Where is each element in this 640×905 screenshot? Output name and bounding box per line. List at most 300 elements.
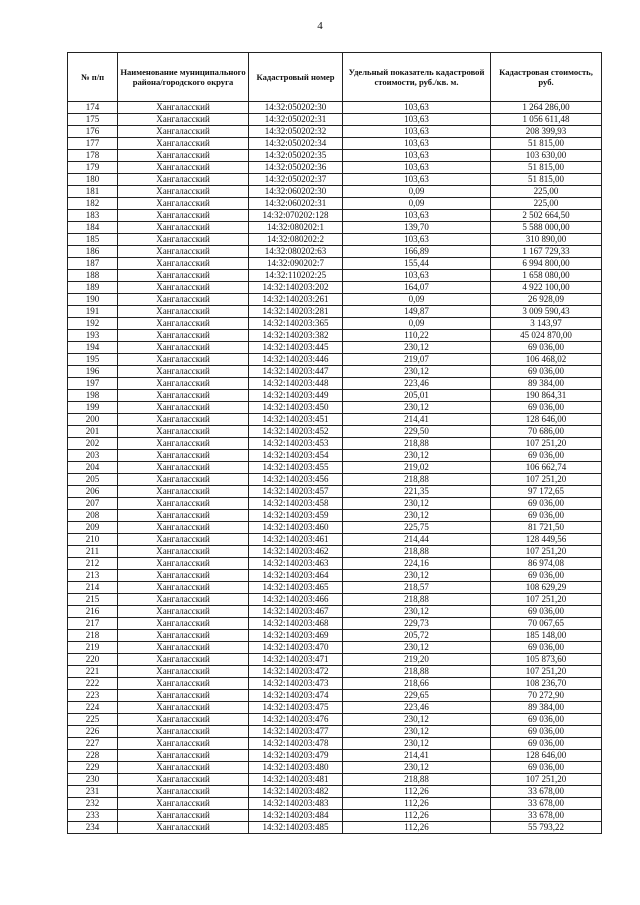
row-cadastral-number: 14:32:140203:474 (249, 690, 343, 702)
header-district: Наименование муниципального района/городского округа (118, 53, 249, 102)
row-num: 205 (68, 474, 118, 486)
table-row (68, 666, 602, 678)
row-cadastral-value: 2 502 664,50 (491, 210, 602, 222)
row-specific-value: 223,46 (343, 702, 491, 714)
row-cadastral-number: 14:32:140203:468 (249, 618, 343, 630)
table-row (68, 474, 602, 486)
row-cadastral-value: 97 172,65 (491, 486, 602, 498)
row-cadastral-value: 69 036,00 (491, 642, 602, 654)
row-cadastral-value: 69 036,00 (491, 606, 602, 618)
row-specific-value: 166,89 (343, 246, 491, 258)
row-cadastral-number: 14:32:050202:32 (249, 126, 343, 138)
row-specific-value: 103,63 (343, 162, 491, 174)
row-num: 228 (68, 750, 118, 762)
table-row (68, 522, 602, 534)
row-num: 220 (68, 654, 118, 666)
table-row (68, 606, 602, 618)
row-specific-value: 218,88 (343, 666, 491, 678)
row-district: Хангаласский (118, 318, 249, 330)
row-specific-value: 112,26 (343, 798, 491, 810)
row-cadastral-value: 70 067,65 (491, 618, 602, 630)
row-num: 196 (68, 366, 118, 378)
row-cadastral-number: 14:32:140203:453 (249, 438, 343, 450)
table-row (68, 678, 602, 690)
row-cadastral-number: 14:32:140203:463 (249, 558, 343, 570)
row-cadastral-number: 14:32:050202:37 (249, 174, 343, 186)
table-row (68, 414, 602, 426)
row-cadastral-number: 14:32:050202:36 (249, 162, 343, 174)
row-district: Хангаласский (118, 306, 249, 318)
row-specific-value: 225,75 (343, 522, 491, 534)
row-district: Хангаласский (118, 270, 249, 282)
table-row (68, 114, 602, 126)
table-row (68, 378, 602, 390)
table-row (68, 570, 602, 582)
row-cadastral-number: 14:32:140203:454 (249, 450, 343, 462)
row-cadastral-number: 14:32:140203:483 (249, 798, 343, 810)
row-district: Хангаласский (118, 258, 249, 270)
row-district: Хангаласский (118, 150, 249, 162)
row-cadastral-value: 3 009 590,43 (491, 306, 602, 318)
row-num: 223 (68, 690, 118, 702)
row-specific-value: 218,88 (343, 546, 491, 558)
row-district: Хангаласский (118, 642, 249, 654)
row-specific-value: 0,09 (343, 186, 491, 198)
row-cadastral-number: 14:32:140203:479 (249, 750, 343, 762)
row-district: Хангаласский (118, 570, 249, 582)
row-num: 226 (68, 726, 118, 738)
table-row (68, 234, 602, 246)
table-row (68, 726, 602, 738)
row-specific-value: 103,63 (343, 270, 491, 282)
row-district: Хангаласский (118, 630, 249, 642)
row-specific-value: 214,41 (343, 414, 491, 426)
table-row (68, 426, 602, 438)
row-cadastral-value: 1 167 729,33 (491, 246, 602, 258)
row-district: Хангаласский (118, 558, 249, 570)
table-row (68, 270, 602, 282)
row-cadastral-value: 6 994 800,00 (491, 258, 602, 270)
row-cadastral-value: 33 678,00 (491, 810, 602, 822)
table-row (68, 282, 602, 294)
row-district: Хангаласский (118, 414, 249, 426)
row-cadastral-number: 14:32:140203:480 (249, 762, 343, 774)
row-district: Хангаласский (118, 810, 249, 822)
row-district: Хангаласский (118, 522, 249, 534)
row-specific-value: 219,20 (343, 654, 491, 666)
row-cadastral-number: 14:32:140203:281 (249, 306, 343, 318)
row-num: 200 (68, 414, 118, 426)
row-cadastral-value: 310 890,00 (491, 234, 602, 246)
table-row (68, 546, 602, 558)
row-specific-value: 149,87 (343, 306, 491, 318)
table-row (68, 330, 602, 342)
table-row (68, 702, 602, 714)
row-specific-value: 0,09 (343, 318, 491, 330)
row-specific-value: 103,63 (343, 234, 491, 246)
row-cadastral-value: 51 815,00 (491, 138, 602, 150)
table-row (68, 582, 602, 594)
table-row (68, 294, 602, 306)
row-district: Хангаласский (118, 378, 249, 390)
row-cadastral-number: 14:32:140203:447 (249, 366, 343, 378)
row-cadastral-value: 69 036,00 (491, 498, 602, 510)
row-num: 222 (68, 678, 118, 690)
row-district: Хангаласский (118, 474, 249, 486)
row-num: 176 (68, 126, 118, 138)
row-cadastral-number: 14:32:140203:466 (249, 594, 343, 606)
row-cadastral-value: 69 036,00 (491, 450, 602, 462)
row-cadastral-number: 14:32:140203:452 (249, 426, 343, 438)
row-district: Хангаласский (118, 198, 249, 210)
row-cadastral-value: 106 662,74 (491, 462, 602, 474)
row-specific-value: 229,73 (343, 618, 491, 630)
row-cadastral-number: 14:32:080202:2 (249, 234, 343, 246)
row-specific-value: 205,01 (343, 390, 491, 402)
table-row (68, 354, 602, 366)
row-specific-value: 0,09 (343, 198, 491, 210)
row-specific-value: 218,88 (343, 774, 491, 786)
row-cadastral-value: 69 036,00 (491, 342, 602, 354)
table-row (68, 450, 602, 462)
row-specific-value: 164,07 (343, 282, 491, 294)
row-num: 188 (68, 270, 118, 282)
row-cadastral-value: 1 056 611,48 (491, 114, 602, 126)
row-num: 201 (68, 426, 118, 438)
table-row (68, 438, 602, 450)
row-cadastral-number: 14:32:140203:477 (249, 726, 343, 738)
table-row (68, 390, 602, 402)
row-specific-value: 221,35 (343, 486, 491, 498)
row-cadastral-value: 70 272,90 (491, 690, 602, 702)
row-num: 199 (68, 402, 118, 414)
row-cadastral-number: 14:32:140203:461 (249, 534, 343, 546)
table-row (68, 594, 602, 606)
row-num: 191 (68, 306, 118, 318)
row-cadastral-value: 69 036,00 (491, 714, 602, 726)
row-district: Хангаласский (118, 582, 249, 594)
row-num: 187 (68, 258, 118, 270)
header-cadastral-number: Кадастровый номер (249, 53, 343, 102)
row-specific-value: 103,63 (343, 138, 491, 150)
cadastral-value-table (67, 52, 602, 834)
row-district: Хангаласский (118, 678, 249, 690)
table-row (68, 342, 602, 354)
row-cadastral-value: 107 251,20 (491, 594, 602, 606)
row-cadastral-value: 1 264 286,00 (491, 102, 602, 114)
row-cadastral-value: 69 036,00 (491, 762, 602, 774)
row-specific-value: 223,46 (343, 378, 491, 390)
row-cadastral-value: 128 449,56 (491, 534, 602, 546)
table-row (68, 198, 602, 210)
row-num: 179 (68, 162, 118, 174)
row-district: Хангаласский (118, 342, 249, 354)
row-num: 233 (68, 810, 118, 822)
row-cadastral-value: 33 678,00 (491, 798, 602, 810)
table-row (68, 762, 602, 774)
row-num: 221 (68, 666, 118, 678)
row-specific-value: 218,66 (343, 678, 491, 690)
table-row (68, 798, 602, 810)
row-cadastral-value: 3 143,97 (491, 318, 602, 330)
row-cadastral-number: 14:32:140203:202 (249, 282, 343, 294)
row-num: 208 (68, 510, 118, 522)
row-num: 203 (68, 450, 118, 462)
row-specific-value: 230,12 (343, 570, 491, 582)
row-cadastral-value: 86 974,08 (491, 558, 602, 570)
row-num: 177 (68, 138, 118, 150)
header-specific-value: Удельный показатель кадастровой стоимости, руб./кв. м. (343, 53, 491, 102)
row-specific-value: 230,12 (343, 402, 491, 414)
table-row (68, 786, 602, 798)
table-row (68, 138, 602, 150)
row-district: Хангаласский (118, 282, 249, 294)
row-specific-value: 218,88 (343, 438, 491, 450)
row-district: Хангаласский (118, 486, 249, 498)
row-district: Хангаласский (118, 354, 249, 366)
row-cadastral-number: 14:32:070202:128 (249, 210, 343, 222)
row-district: Хангаласский (118, 702, 249, 714)
row-specific-value: 219,07 (343, 354, 491, 366)
row-cadastral-value: 5 588 000,00 (491, 222, 602, 234)
row-specific-value: 103,63 (343, 210, 491, 222)
table-row (68, 810, 602, 822)
row-district: Хангаласский (118, 438, 249, 450)
row-cadastral-value: 107 251,20 (491, 774, 602, 786)
header-row (68, 53, 602, 102)
row-cadastral-number: 14:32:050202:35 (249, 150, 343, 162)
row-specific-value: 230,12 (343, 606, 491, 618)
row-cadastral-value: 107 251,20 (491, 666, 602, 678)
row-specific-value: 230,12 (343, 738, 491, 750)
page-number: 4 (317, 20, 323, 32)
table-row (68, 162, 602, 174)
row-cadastral-number: 14:32:090202:7 (249, 258, 343, 270)
row-num: 185 (68, 234, 118, 246)
table-row (68, 774, 602, 786)
row-cadastral-number: 14:32:140203:382 (249, 330, 343, 342)
row-num: 209 (68, 522, 118, 534)
row-cadastral-value: 225,00 (491, 198, 602, 210)
row-cadastral-number: 14:32:050202:34 (249, 138, 343, 150)
row-cadastral-number: 14:32:140203:445 (249, 342, 343, 354)
table-row (68, 534, 602, 546)
row-specific-value: 205,72 (343, 630, 491, 642)
row-district: Хангаласский (118, 222, 249, 234)
row-specific-value: 224,16 (343, 558, 491, 570)
table-row (68, 822, 602, 834)
row-district: Хангаласский (118, 390, 249, 402)
row-num: 225 (68, 714, 118, 726)
row-num: 231 (68, 786, 118, 798)
row-cadastral-value: 70 686,00 (491, 426, 602, 438)
row-district: Хангаласский (118, 618, 249, 630)
row-district: Хангаласский (118, 510, 249, 522)
row-cadastral-value: 69 036,00 (491, 738, 602, 750)
row-cadastral-value: 103 630,00 (491, 150, 602, 162)
row-cadastral-value: 225,00 (491, 186, 602, 198)
row-cadastral-number: 14:32:110202:25 (249, 270, 343, 282)
row-district: Хангаласский (118, 534, 249, 546)
row-num: 189 (68, 282, 118, 294)
table-row (68, 690, 602, 702)
row-num: 206 (68, 486, 118, 498)
row-specific-value: 218,57 (343, 582, 491, 594)
table-row (68, 630, 602, 642)
row-district: Хангаласский (118, 594, 249, 606)
row-num: 192 (68, 318, 118, 330)
row-cadastral-number: 14:32:140203:464 (249, 570, 343, 582)
table-row (68, 258, 602, 270)
row-district: Хангаласский (118, 330, 249, 342)
row-specific-value: 103,63 (343, 114, 491, 126)
table-row (68, 558, 602, 570)
row-cadastral-number: 14:32:140203:458 (249, 498, 343, 510)
row-num: 186 (68, 246, 118, 258)
row-num: 195 (68, 354, 118, 366)
row-cadastral-value: 185 148,00 (491, 630, 602, 642)
row-cadastral-value: 69 036,00 (491, 726, 602, 738)
row-cadastral-value: 128 646,00 (491, 750, 602, 762)
row-cadastral-value: 107 251,20 (491, 546, 602, 558)
row-cadastral-number: 14:32:140203:484 (249, 810, 343, 822)
row-district: Хангаласский (118, 186, 249, 198)
row-cadastral-value: 128 646,00 (491, 414, 602, 426)
row-district: Хангаласский (118, 138, 249, 150)
row-cadastral-number: 14:32:060202:31 (249, 198, 343, 210)
table-row (68, 462, 602, 474)
row-district: Хангаласский (118, 750, 249, 762)
row-district: Хангаласский (118, 822, 249, 834)
row-cadastral-number: 14:32:140203:485 (249, 822, 343, 834)
row-num: 214 (68, 582, 118, 594)
row-num: 202 (68, 438, 118, 450)
table-row (68, 654, 602, 666)
table-row (68, 738, 602, 750)
row-cadastral-value: 51 815,00 (491, 162, 602, 174)
row-num: 190 (68, 294, 118, 306)
row-cadastral-number: 14:32:140203:472 (249, 666, 343, 678)
row-cadastral-number: 14:32:060202:30 (249, 186, 343, 198)
row-cadastral-number: 14:32:140203:471 (249, 654, 343, 666)
row-specific-value: 103,63 (343, 126, 491, 138)
row-specific-value: 230,12 (343, 714, 491, 726)
row-district: Хангаласский (118, 738, 249, 750)
row-num: 184 (68, 222, 118, 234)
row-cadastral-number: 14:32:140203:470 (249, 642, 343, 654)
row-district: Хангаласский (118, 162, 249, 174)
row-district: Хангаласский (118, 294, 249, 306)
row-num: 180 (68, 174, 118, 186)
table-row (68, 750, 602, 762)
row-cadastral-value: 107 251,20 (491, 438, 602, 450)
row-num: 234 (68, 822, 118, 834)
row-district: Хангаласский (118, 546, 249, 558)
row-num: 207 (68, 498, 118, 510)
row-cadastral-value: 55 793,22 (491, 822, 602, 834)
row-cadastral-value: 69 036,00 (491, 366, 602, 378)
row-specific-value: 214,44 (343, 534, 491, 546)
row-district: Хангаласский (118, 126, 249, 138)
row-specific-value: 110,22 (343, 330, 491, 342)
row-num: 210 (68, 534, 118, 546)
row-cadastral-number: 14:32:140203:451 (249, 414, 343, 426)
row-cadastral-value: 69 036,00 (491, 510, 602, 522)
row-num: 211 (68, 546, 118, 558)
table-row (68, 714, 602, 726)
row-specific-value: 218,88 (343, 474, 491, 486)
row-num: 217 (68, 618, 118, 630)
row-cadastral-number: 14:32:140203:481 (249, 774, 343, 786)
row-cadastral-number: 14:32:140203:475 (249, 702, 343, 714)
row-cadastral-value: 190 864,31 (491, 390, 602, 402)
row-specific-value: 112,26 (343, 810, 491, 822)
row-num: 194 (68, 342, 118, 354)
row-num: 218 (68, 630, 118, 642)
row-specific-value: 229,50 (343, 426, 491, 438)
row-specific-value: 112,26 (343, 822, 491, 834)
table-row (68, 102, 602, 114)
row-district: Хангаласский (118, 606, 249, 618)
table-row (68, 402, 602, 414)
row-cadastral-value: 26 928,09 (491, 294, 602, 306)
row-cadastral-number: 14:32:140203:460 (249, 522, 343, 534)
row-cadastral-value: 208 399,93 (491, 126, 602, 138)
row-specific-value: 155,44 (343, 258, 491, 270)
header-cadastral-value: Кадастровая стоимость, руб. (491, 53, 602, 102)
row-cadastral-number: 14:32:140203:448 (249, 378, 343, 390)
row-district: Хангаласский (118, 762, 249, 774)
row-num: 224 (68, 702, 118, 714)
table-row (68, 246, 602, 258)
row-cadastral-number: 14:32:140203:482 (249, 786, 343, 798)
row-district: Хангаласский (118, 774, 249, 786)
row-district: Хангаласский (118, 114, 249, 126)
row-specific-value: 230,12 (343, 342, 491, 354)
row-specific-value: 0,09 (343, 294, 491, 306)
table-row (68, 642, 602, 654)
row-district: Хангаласский (118, 714, 249, 726)
row-cadastral-number: 14:32:140203:476 (249, 714, 343, 726)
table-row (68, 150, 602, 162)
row-cadastral-value: 89 384,00 (491, 702, 602, 714)
table-row (68, 186, 602, 198)
row-specific-value: 219,02 (343, 462, 491, 474)
row-num: 198 (68, 390, 118, 402)
row-specific-value: 112,26 (343, 786, 491, 798)
row-district: Хангаласский (118, 402, 249, 414)
row-district: Хангаласский (118, 666, 249, 678)
table-row (68, 318, 602, 330)
row-specific-value: 229,65 (343, 690, 491, 702)
row-district: Хангаласский (118, 426, 249, 438)
row-cadastral-number: 14:32:140203:465 (249, 582, 343, 594)
row-specific-value: 139,70 (343, 222, 491, 234)
row-district: Хангаласский (118, 174, 249, 186)
table-row (68, 210, 602, 222)
table-row (68, 618, 602, 630)
table-row (68, 174, 602, 186)
row-cadastral-value: 69 036,00 (491, 402, 602, 414)
table-body (68, 102, 602, 834)
table-row (68, 486, 602, 498)
row-cadastral-value: 107 251,20 (491, 474, 602, 486)
row-cadastral-value: 4 922 100,00 (491, 282, 602, 294)
row-cadastral-number: 14:32:140203:457 (249, 486, 343, 498)
row-district: Хангаласский (118, 498, 249, 510)
row-district: Хангаласский (118, 786, 249, 798)
row-num: 219 (68, 642, 118, 654)
